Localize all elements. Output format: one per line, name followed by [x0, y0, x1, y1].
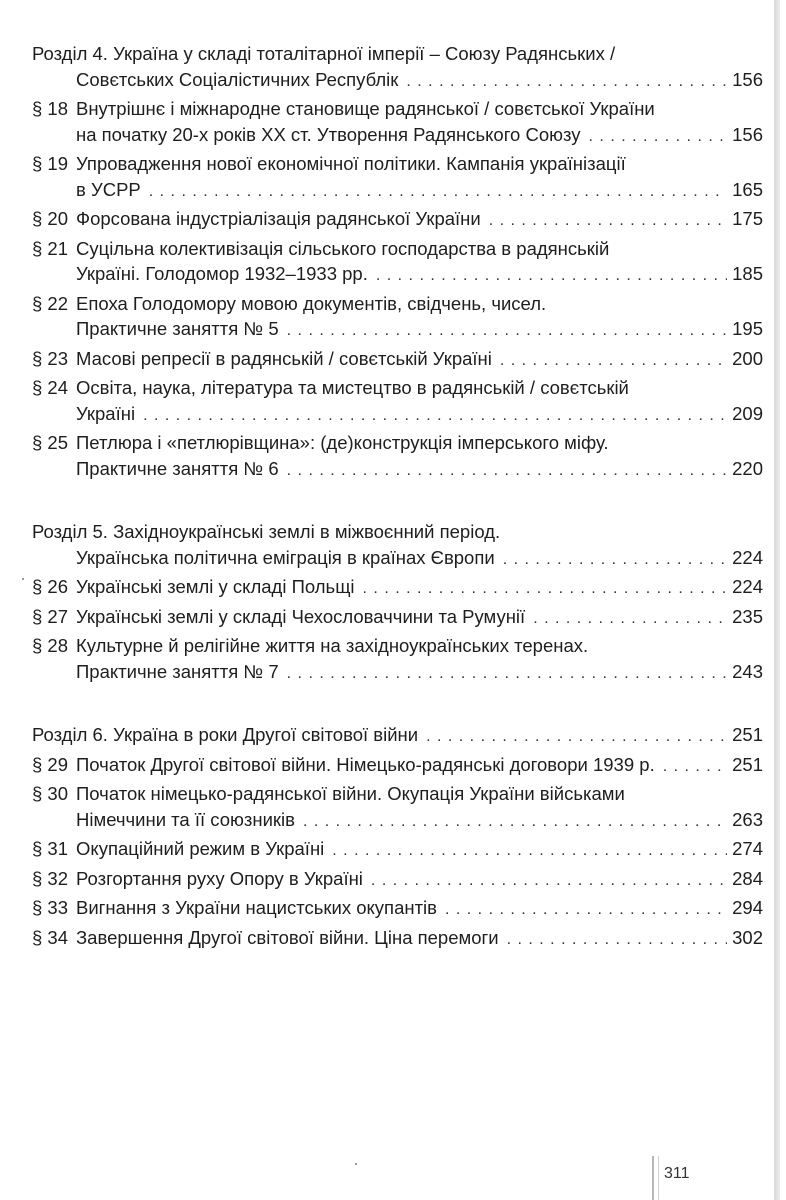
toc-entry-last-line — [76, 836, 763, 864]
toc-entry-title-end: Совєтських Соціалістичних Республік — [76, 68, 399, 90]
toc-entry-title: Суцільна колективізація сільського господарства в радянській — [76, 237, 610, 259]
toc-entry-title-end: Практичне заняття № 6 — [76, 457, 279, 479]
toc-entry-last-line — [76, 604, 763, 632]
toc-entry-last-line — [76, 574, 763, 602]
toc-entry-last-line — [76, 346, 763, 374]
toc-entry-32 — [32, 866, 763, 894]
toc-entry-page: 185 — [732, 263, 763, 284]
toc-entry-number: § 23 — [32, 347, 69, 369]
toc-entry-last-line — [76, 866, 763, 894]
dot-leader — [287, 458, 727, 484]
toc-entry-34 — [32, 925, 763, 953]
toc-entry-last-line — [76, 807, 763, 835]
toc-entry-23 — [32, 346, 763, 374]
toc-entry-title: Західноукраїнські землі в міжвоєнний період. — [113, 521, 501, 542]
dot-leader — [489, 208, 727, 234]
toc-entry-last-line — [76, 67, 763, 95]
toc-entry-section-5 — [32, 519, 763, 572]
dot-leader — [589, 124, 727, 150]
dot-leader — [507, 927, 727, 953]
toc-entry-page: 235 — [732, 605, 763, 627]
toc-entry-title: Упровадження нової економічної політики. Кампанія українізації — [76, 153, 626, 174]
dot-leader — [303, 809, 727, 835]
toc-entry-number: § 25 — [32, 432, 69, 453]
toc-entry-page: 165 — [732, 178, 763, 200]
toc-entry-title: Початок німецько-радянської війни. Окупація України військами — [76, 783, 625, 804]
footer-rule-secondary — [658, 1156, 659, 1200]
toc-entry-28 — [32, 633, 763, 686]
toc-entry-number: § 28 — [32, 635, 69, 656]
dot-leader — [371, 868, 727, 894]
toc-entry-title-end: Україні. Голодомор 1932–1933 рр. — [76, 263, 368, 284]
toc-entry-last-line — [76, 659, 763, 687]
toc-entry-29 — [32, 752, 763, 780]
toc-entry-page: 263 — [732, 808, 763, 830]
toc-entry-section-4 — [32, 41, 763, 94]
dot-leader — [663, 754, 727, 780]
toc-entry-title: Петлюра і «петлюрівщина»: (де)конструкція імперського міфу. — [76, 432, 609, 453]
toc-entry-title-end: Українські землі у складі Чехословаччини та Румунії — [76, 605, 526, 627]
toc-entry-section-6 — [32, 722, 763, 750]
toc-entry-21 — [32, 236, 763, 289]
toc-entry-line — [32, 41, 763, 67]
toc-entry-page: 209 — [732, 402, 763, 424]
toc-entry-number: § 27 — [32, 605, 69, 627]
toc-entry-title: Україна у складі тоталітарної імперії – Союзу Радянських / — [113, 43, 616, 64]
toc-entry-title-end: Українські землі у складі Польщі — [76, 576, 355, 597]
toc-entry-title: Культурне й релігійне життя на західноукраїнських теренах. — [76, 635, 589, 656]
toc-entry-number: Розділ 6. — [32, 724, 108, 745]
toc-entry-page: 200 — [732, 347, 763, 369]
scan-speck — [355, 1163, 357, 1165]
toc-entry-number: § 20 — [32, 208, 69, 229]
toc-entry-title-end: Україна в роки Другої світової війни — [113, 724, 419, 745]
toc-entry-number: § 24 — [32, 377, 69, 398]
toc-entry-33 — [32, 895, 763, 923]
dot-leader — [287, 661, 727, 687]
section-spacer — [32, 483, 763, 519]
toc-entry-last-line — [76, 895, 763, 923]
toc-entry-title-end: Практичне заняття № 7 — [76, 660, 279, 682]
toc-entry-page: 274 — [732, 838, 763, 859]
toc-entry-title-end: Початок Другої світової війни. Німецько-радянські договори 1939 р. — [76, 753, 655, 775]
toc-entry-number: § 26 — [32, 576, 69, 597]
toc-entry-number: § 18 — [32, 98, 69, 119]
toc-entry-page: 284 — [732, 867, 763, 889]
toc-entry-title-end: Окупаційний режим в Україні — [76, 838, 325, 859]
toc-entry-number: Розділ 5. — [32, 521, 108, 542]
toc-entry-page: 220 — [732, 457, 763, 479]
toc-entry-18 — [32, 96, 763, 149]
toc-entry-number: § 32 — [32, 867, 69, 889]
toc-entry-25 — [32, 430, 763, 483]
dot-leader — [143, 403, 727, 429]
toc-entry-last-line — [76, 545, 763, 573]
toc-entry-last-line — [76, 752, 763, 780]
dot-leader — [332, 838, 727, 864]
toc-entry-page: 294 — [732, 897, 763, 918]
toc-entry-page: 224 — [732, 576, 763, 597]
toc-entry-last-line — [76, 261, 763, 289]
toc-entry-30 — [32, 781, 763, 834]
toc-entry-title-end: Розгортання руху Опору в Україні — [76, 867, 363, 889]
dot-leader — [287, 318, 727, 344]
toc-entry-title-end: в УСРР — [76, 178, 141, 200]
toc-entry-last-line — [76, 316, 763, 344]
toc-entry-title: Епоха Голодомору мовою документів, свідчень, чисел. — [76, 292, 547, 314]
toc-entry-number: Розділ 4. — [32, 43, 108, 64]
page-edge-rule — [774, 0, 780, 1200]
toc-entry-title-end: Форсована індустріалізація радянської України — [76, 208, 481, 229]
toc-entry-title-end: на початку 20-х років ХХ ст. Утворення Радянського Союзу — [76, 123, 581, 145]
toc-entry-last-line — [76, 177, 763, 205]
toc-entry-24 — [32, 375, 763, 428]
toc-entry-22 — [32, 291, 763, 344]
toc-entry-20 — [32, 206, 763, 234]
dot-leader — [426, 724, 727, 750]
toc-entry-last-line — [76, 401, 763, 429]
dot-leader — [406, 69, 727, 95]
toc-entry-last-line — [76, 122, 763, 150]
scan-speck — [22, 578, 24, 580]
dot-leader — [500, 348, 727, 374]
toc-entry-number: § 21 — [32, 237, 69, 259]
toc-entry-title: Освіта, наука, література та мистецтво в радянській / совєтській — [76, 377, 629, 398]
toc-entry-number: § 22 — [32, 292, 69, 314]
dot-leader — [503, 547, 727, 573]
toc-entry-title-end: Вигнання з України нацистських окупантів — [76, 897, 437, 918]
toc-entry-number: § 30 — [32, 783, 69, 804]
toc-entry-title-end: Завершення Другої світової війни. Ціна перемоги — [76, 926, 499, 948]
dot-leader — [376, 263, 727, 289]
toc-entry-page: 251 — [732, 753, 763, 775]
toc-entry-title-end: Масові репресії в радянській / совєтській Україні — [76, 347, 492, 369]
toc-entry-27 — [32, 604, 763, 632]
toc-entry-last-line — [76, 206, 763, 234]
footer-rule — [652, 1156, 654, 1200]
toc-entry-last-line — [76, 925, 763, 953]
toc-entry-last-line — [76, 456, 763, 484]
toc-entry-number: § 19 — [32, 153, 69, 174]
dot-leader — [445, 897, 727, 923]
toc-entry-line — [32, 519, 763, 545]
toc-entry-19 — [32, 151, 763, 204]
toc-entry-page: 224 — [732, 546, 763, 568]
toc-entry-number: § 31 — [32, 838, 69, 859]
table-of-contents — [32, 41, 763, 952]
toc-entry-title-end: Українська політична еміграція в країнах Європи — [76, 546, 495, 568]
toc-entry-page: 156 — [732, 68, 763, 90]
dot-leader — [533, 606, 727, 632]
toc-entry-title-end: Україні — [76, 402, 136, 424]
toc-entry-page: 195 — [732, 318, 763, 339]
toc-entry-title-end: Практичне заняття № 5 — [76, 318, 279, 339]
toc-entry-page: 302 — [732, 926, 763, 948]
toc-entry-31 — [32, 836, 763, 864]
toc-entry-page: 156 — [732, 123, 763, 145]
toc-entry-number: § 29 — [32, 753, 69, 775]
dot-leader — [149, 179, 727, 205]
toc-entry-page: 251 — [732, 724, 763, 745]
toc-entry-last-line — [32, 722, 763, 750]
toc-entry-number: § 34 — [32, 926, 69, 948]
section-spacer — [32, 686, 763, 722]
toc-entry-number: § 33 — [32, 897, 69, 918]
toc-entry-page: 243 — [732, 660, 763, 682]
dot-leader — [363, 576, 727, 602]
page-number: 311 — [664, 1165, 690, 1182]
toc-entry-title: Внутрішнє і міжнародне становище радянської / совєтської України — [76, 98, 655, 119]
toc-entry-title-end: Німеччини та її союзників — [76, 808, 295, 830]
toc-entry-page: 175 — [732, 208, 763, 229]
toc-entry-26 — [32, 574, 763, 602]
